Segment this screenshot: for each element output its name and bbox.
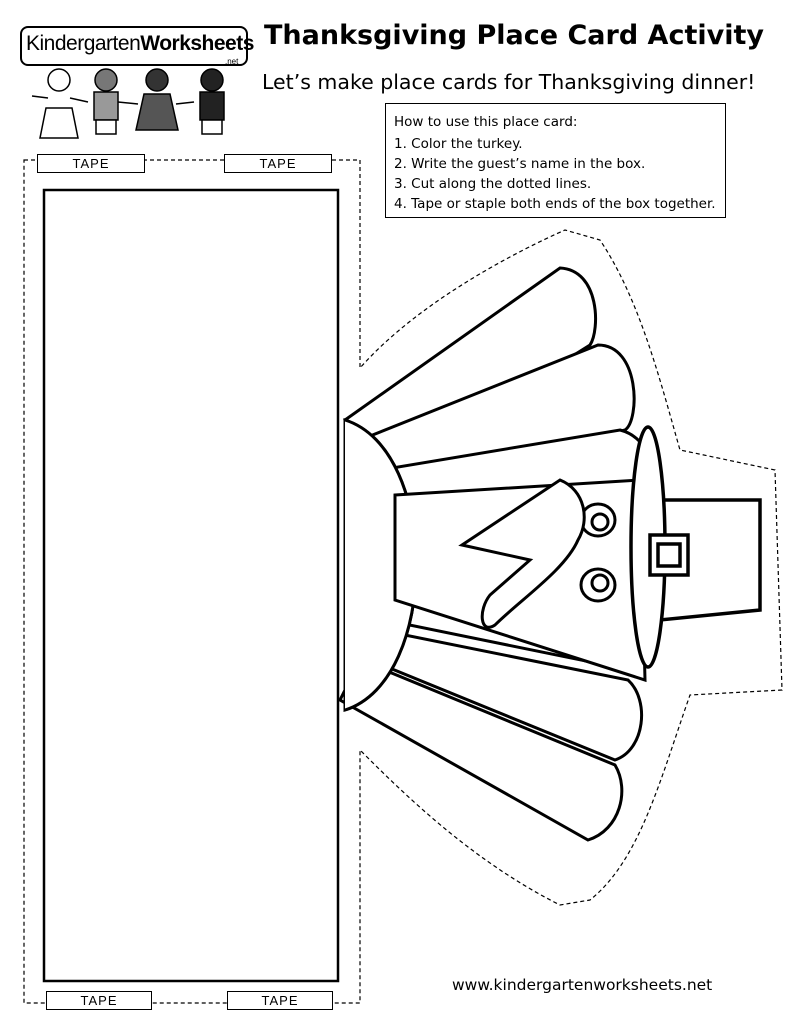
instructions-box (385, 103, 726, 218)
tape-tab-top-left (37, 154, 145, 173)
instruction-step: 4. Tape or staple both ends of the box together. (394, 196, 716, 212)
tape-tab-top-right (224, 154, 332, 173)
instruction-step: 1. Color the turkey. (394, 136, 523, 152)
instructions-list (394, 134, 725, 214)
logo-kids-illustration (26, 68, 236, 148)
instruction-step: 2. Write the guest’s name in the box. (394, 156, 646, 172)
tape-label: TAPE (72, 156, 110, 171)
logo-suffix: .net (225, 57, 239, 66)
tape-tab-bottom-left (46, 991, 152, 1010)
footer-url[interactable]: www.kindergartenworksheets.net (452, 976, 713, 994)
guest-name-box (44, 190, 338, 981)
tape-label: TAPE (80, 993, 118, 1008)
tape-label: TAPE (261, 993, 299, 1008)
tape-tab-bottom-right (227, 991, 333, 1010)
page-subtitle: Let’s make place cards for Thanksgiving dinner! (262, 70, 756, 94)
logo-brand-text: KindergartenWorksheets (26, 32, 254, 55)
page-title: Thanksgiving Place Card Activity (264, 20, 764, 51)
instructions-heading: How to use this place card: (394, 114, 578, 130)
instruction-step: 3. Cut along the dotted lines. (394, 176, 592, 192)
tape-label: TAPE (259, 156, 297, 171)
site-logo[interactable] (20, 12, 254, 68)
